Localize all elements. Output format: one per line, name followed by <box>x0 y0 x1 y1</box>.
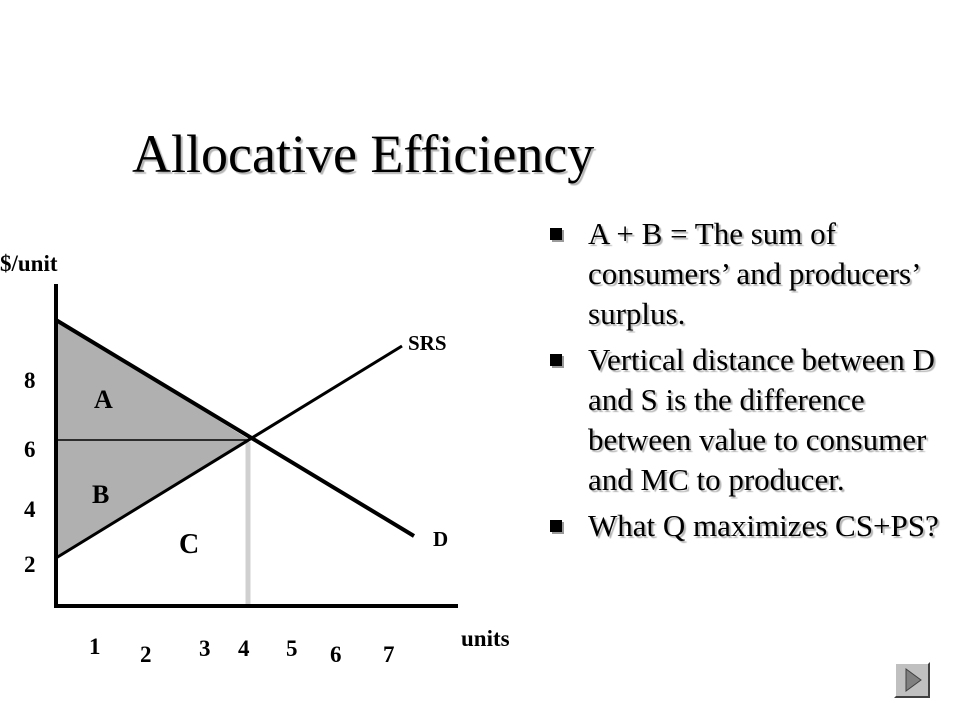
y-tick-label: 8 <box>24 368 36 393</box>
x-tick-label: 1 <box>89 634 101 659</box>
next-slide-button[interactable] <box>894 662 930 698</box>
demand-label: D <box>433 527 449 551</box>
bullet-list <box>548 214 948 552</box>
y-axis-label: $/unit <box>0 251 58 276</box>
square-bullet-icon <box>550 228 562 240</box>
square-bullet-icon <box>550 520 562 532</box>
x-tick-label: 6 <box>330 642 342 667</box>
supply-label: SRS <box>408 331 447 355</box>
bullet-text: A + B = The sum of consumers’ and producers’ surplus. <box>588 216 920 331</box>
x-tick-label: 4 <box>238 636 250 661</box>
surplus-area <box>56 320 250 558</box>
region-label-a: A <box>94 385 113 414</box>
x-tick-label: 7 <box>383 642 395 667</box>
bullet-item <box>548 506 948 546</box>
page-title: Allocative Efficiency <box>132 124 595 184</box>
region-label-b: B <box>92 480 110 509</box>
x-axis-label: units <box>461 626 510 651</box>
x-tick-label: 5 <box>286 636 298 661</box>
y-tick-label: 2 <box>24 552 36 577</box>
square-bullet-icon <box>550 354 562 366</box>
bullet-text: What Q maximizes CS+PS? <box>588 508 939 543</box>
bullet-text: Vertical distance between D and S is the difference between value to consumer and MC to producer. <box>588 342 935 497</box>
y-tick-label: 4 <box>24 497 36 522</box>
x-tick-label: 2 <box>140 642 152 667</box>
play-next-icon <box>896 664 928 696</box>
bullet-item <box>548 340 948 500</box>
region-label-c: C <box>179 529 200 560</box>
y-tick-label: 6 <box>24 437 36 462</box>
x-tick-label: 3 <box>199 636 211 661</box>
bullet-item <box>548 214 948 334</box>
